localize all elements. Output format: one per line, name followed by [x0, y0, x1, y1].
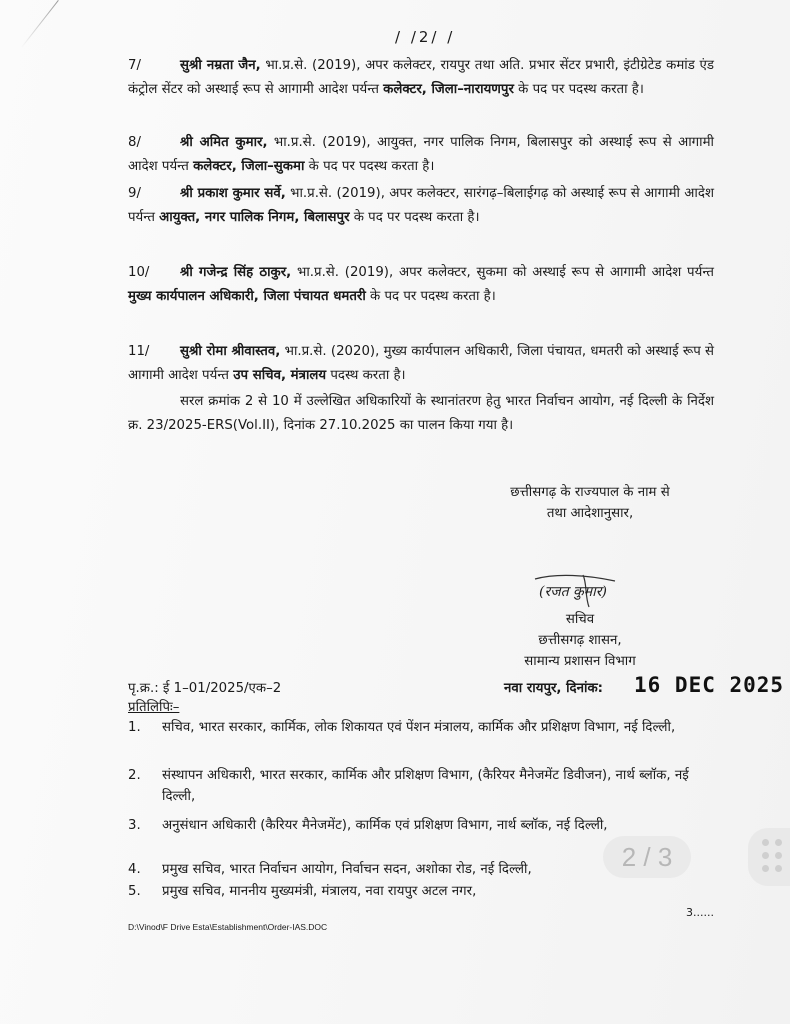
paper-crease: [21, 0, 59, 48]
item-text: भा.प्र.से. (2019), अपर कलेक्टर, रायपुर तथा अति. प्रभार सेंटर प्रभारी, इंटीग्रेटेड कमांड एंड कंट्रोल सेंटर को अस्थाई रूप से आगामी आदेश पर्यन्त: [128, 58, 714, 97]
item-text-end: पदस्थ करता है।: [326, 368, 406, 383]
item-text: भा.प्र.से. (2019), अपर कलेक्टर, सुकमा को अस्थाई रूप से आगामी आदेश पर्यन्त: [291, 265, 714, 280]
date-stamp: 16 DEC 2025: [634, 673, 785, 697]
item-number: 8/: [128, 135, 141, 150]
copy-item-number: 4.: [128, 862, 141, 877]
copy-item-number: 1.: [128, 720, 141, 735]
item-text-end: के पद पर पदस्थ करता है।: [304, 159, 435, 174]
item-text: भा.प्र.से. (2020), मुख्य कार्यपालन अधिकारी, जिला पंचायत, धमतरी को अस्थाई रूप से आगामी आदेश पर्यन्त: [128, 344, 714, 383]
date-label: नवा रायपुर, दिनांक:: [504, 681, 603, 696]
officer-name: श्री अमित कुमार,: [180, 135, 268, 150]
posting: कलेक्टर, जिला–सुकमा: [193, 159, 305, 174]
grid-dots-icon: [762, 839, 786, 875]
item-number: 10/: [128, 265, 150, 280]
grid-view-button[interactable]: [748, 828, 790, 886]
item-text: भा.प्र.से. (2019), अपर कलेक्टर, सारंगढ़–बिलाईगढ़ को अस्थाई रूप से आगामी आदेश पर्यन्त: [128, 186, 714, 225]
reference-number: पृ.क्र.: ई 1–01/2025/एक–2: [128, 681, 282, 696]
posting: कलेक्टर, जिला–नारायणपुर: [383, 82, 514, 97]
copy-item-text: प्रमुख सचिव, भारत निर्वाचन आयोग, निर्वाचन सदन, अशोका रोड, नई दिल्ली,: [162, 862, 532, 877]
order-item-10: [128, 261, 714, 309]
posting: उप सचिव, मंत्रालय: [233, 368, 327, 383]
copy-item: [128, 815, 716, 836]
copy-item-text: अनुसंधान अधिकारी (कैरियर मैनेजमेंट), कार्मिक एवं प्रशिक्षण विभाग, नार्थ ब्लॉक, नई दिल्ली,: [162, 818, 608, 833]
copy-item-text: सचिव, भारत सरकार, कार्मिक, लोक शिकायत एवं पेंशन मंत्रालय, कार्मिक और प्रशिक्षण विभाग, नई दिल्ली,: [162, 720, 676, 735]
file-path: D:\Vinod\F Drive Esta\Establishment\Order-IAS.DOC: [128, 922, 328, 932]
item-number: 11/: [128, 344, 150, 359]
page-indicator: 2 / 3: [603, 836, 691, 878]
copy-item: [128, 717, 716, 738]
item-number: 7/: [128, 58, 141, 73]
posting: मुख्य कार्यपालन अधिकारी, जिला पंचायत धमतरी: [128, 289, 366, 304]
signatory-dept: सामान्य प्रशासन विभाग: [524, 654, 636, 669]
governor-authority: [440, 482, 740, 524]
officer-name: श्री गजेन्द्र सिंह ठाकुर,: [180, 265, 292, 280]
copy-item-number: 5.: [128, 884, 141, 899]
order-item-9: [128, 182, 714, 230]
signatory-title: सचिव: [565, 612, 595, 627]
officer-name: सुश्री नम्रता जैन,: [180, 58, 261, 73]
item-text: भा.प्र.से. (2019), आयुक्त, नगर पालिक निगम, बिलासपुर को अस्थाई रूप से आगामी आदेश पर्यन्त: [128, 135, 714, 174]
posting: आयुक्त, नगर पालिक निगम, बिलासपुर: [159, 210, 350, 225]
copy-item-number: 3.: [128, 818, 141, 833]
item-text-end: के पद पर पदस्थ करता है।: [513, 82, 644, 97]
copy-to-heading: प्रतिलिपिः–: [128, 700, 180, 715]
officer-name: श्री प्रकाश कुमार सर्वे,: [180, 186, 286, 201]
signature-name: (रजत कुमार): [539, 584, 607, 600]
copy-item-number: 2.: [128, 768, 141, 783]
order-item-11: [128, 340, 714, 388]
authority-line-2: तथा आदेशानुसार,: [546, 506, 634, 521]
item-text-end: के पद पर पदस्थ करता है।: [365, 289, 496, 304]
officer-name: सुश्री रोमा श्रीवास्तव,: [180, 344, 281, 359]
compliance-note: सरल क्रमांक 2 से 10 में उल्लेखित अधिकारियों के स्थानांतरण हेतु भारत निर्वाचन आयोग, नई दिल्ली के निर्देश क्र. 23/2025-ERS(Vol.II), दिनांक 27.10.2025 का पालन किया गया है।: [128, 394, 714, 433]
copy-item: [128, 881, 716, 902]
order-item-8: [128, 131, 714, 179]
continuation-marker: 3......: [686, 906, 714, 919]
order-item-7: [128, 54, 714, 102]
authority-line-1: छत्तीसगढ़ के राज्यपाल के नाम से: [510, 485, 670, 500]
copy-item-text: प्रमुख सचिव, माननीय मुख्यमंत्री, मंत्रालय, नवा रायपुर अटल नगर,: [162, 884, 477, 899]
copy-item-text: संस्थापन अधिकारी, भारत सरकार, कार्मिक और प्रशिक्षण विभाग, (कैरियर मैनेजमेंट डिवीजन), नार्थ ब्लॉक, नई दिल्ली,: [162, 768, 689, 804]
signatory-designation: [480, 609, 680, 672]
page-number: / /2/ /: [395, 28, 456, 46]
handwritten-signature: [527, 573, 622, 611]
item-text-end: के पद पर पदस्थ करता है।: [349, 210, 480, 225]
item-number: 9/: [128, 186, 141, 201]
copy-item: [128, 765, 716, 807]
signatory-govt: छत्तीसगढ़ शासन,: [538, 633, 622, 648]
